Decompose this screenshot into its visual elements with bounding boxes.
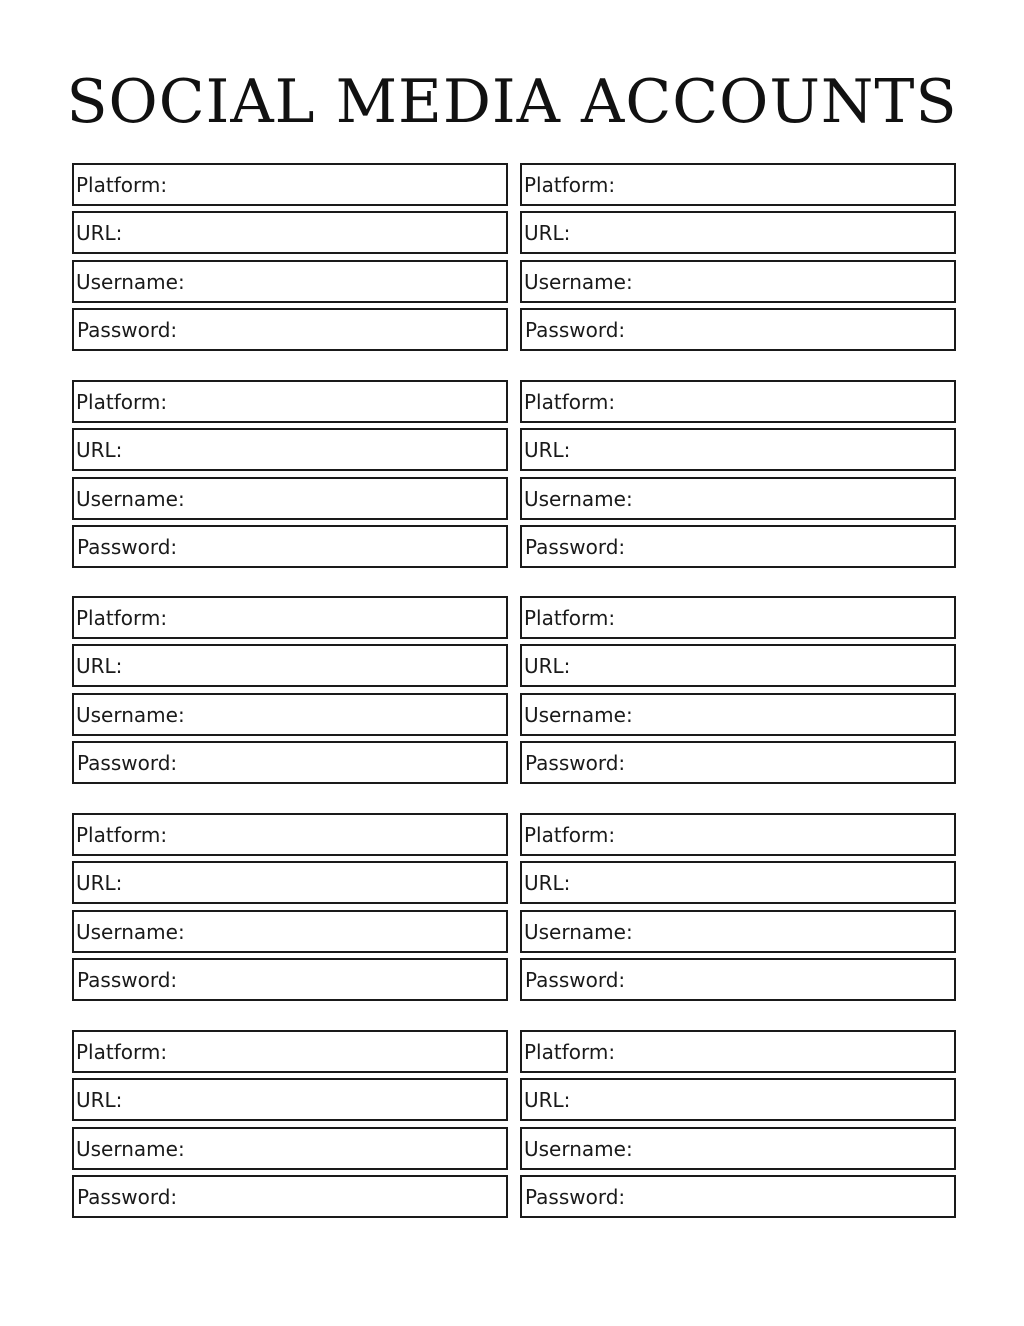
url-field[interactable] xyxy=(72,861,508,904)
username-label: Username: xyxy=(524,702,633,727)
username-label: Username: xyxy=(76,486,185,511)
platform-field[interactable] xyxy=(72,380,508,423)
url-field[interactable] xyxy=(520,211,956,254)
url-label: URL: xyxy=(524,1087,571,1112)
password-label: Password: xyxy=(525,317,626,342)
password-label: Password: xyxy=(77,317,178,342)
platform-field[interactable] xyxy=(520,1030,956,1073)
url-field[interactable] xyxy=(72,211,508,254)
account-row xyxy=(72,163,956,352)
url-field[interactable] xyxy=(72,1078,508,1121)
password-label: Password: xyxy=(77,750,178,775)
account-card xyxy=(520,163,956,352)
account-card xyxy=(520,813,956,1002)
account-row xyxy=(72,813,956,1002)
password-label: Password: xyxy=(77,967,178,992)
platform-label: Platform: xyxy=(524,605,616,630)
url-label: URL: xyxy=(524,220,571,245)
username-field[interactable] xyxy=(520,693,956,736)
account-card xyxy=(520,380,956,569)
username-field[interactable] xyxy=(520,1127,956,1170)
username-field[interactable] xyxy=(72,910,508,953)
username-field[interactable] xyxy=(520,260,956,303)
password-field[interactable] xyxy=(520,958,956,1001)
password-label: Password: xyxy=(525,750,626,775)
username-label: Username: xyxy=(76,269,185,294)
password-field[interactable] xyxy=(72,308,508,351)
platform-label: Platform: xyxy=(76,389,168,414)
url-field[interactable] xyxy=(72,428,508,471)
platform-label: Platform: xyxy=(524,389,616,414)
password-field[interactable] xyxy=(72,741,508,784)
password-field[interactable] xyxy=(72,525,508,568)
username-label: Username: xyxy=(76,702,185,727)
platform-field[interactable] xyxy=(520,596,956,639)
platform-field[interactable] xyxy=(520,163,956,206)
username-label: Username: xyxy=(524,486,633,511)
password-field[interactable] xyxy=(520,1175,956,1218)
url-field[interactable] xyxy=(520,644,956,687)
username-label: Username: xyxy=(524,919,633,944)
url-label: URL: xyxy=(524,870,571,895)
url-label: URL: xyxy=(76,220,123,245)
platform-field[interactable] xyxy=(520,813,956,856)
account-card xyxy=(520,1030,956,1219)
username-field[interactable] xyxy=(72,477,508,520)
account-card xyxy=(72,163,508,352)
username-label: Username: xyxy=(524,1136,633,1161)
password-field[interactable] xyxy=(72,1175,508,1218)
username-field[interactable] xyxy=(520,477,956,520)
platform-label: Platform: xyxy=(76,822,168,847)
password-field[interactable] xyxy=(72,958,508,1001)
password-label: Password: xyxy=(77,534,178,559)
platform-field[interactable] xyxy=(72,813,508,856)
platform-label: Platform: xyxy=(524,822,616,847)
url-field[interactable] xyxy=(520,861,956,904)
password-field[interactable] xyxy=(520,308,956,351)
account-card xyxy=(72,1030,508,1219)
page-title: SOCIAL MEDIA ACCOUNTS xyxy=(66,67,958,137)
account-row xyxy=(72,380,956,569)
username-label: Username: xyxy=(524,269,633,294)
username-field[interactable] xyxy=(72,693,508,736)
platform-field[interactable] xyxy=(520,380,956,423)
url-label: URL: xyxy=(524,653,571,678)
account-row xyxy=(72,596,956,785)
platform-label: Platform: xyxy=(76,172,168,197)
username-field[interactable] xyxy=(72,1127,508,1170)
url-label: URL: xyxy=(76,870,123,895)
url-field[interactable] xyxy=(72,644,508,687)
password-label: Password: xyxy=(525,967,626,992)
platform-label: Platform: xyxy=(524,172,616,197)
account-card xyxy=(72,813,508,1002)
url-label: URL: xyxy=(76,653,123,678)
username-field[interactable] xyxy=(520,910,956,953)
password-label: Password: xyxy=(525,534,626,559)
url-field[interactable] xyxy=(520,428,956,471)
username-label: Username: xyxy=(76,919,185,944)
password-field[interactable] xyxy=(520,525,956,568)
url-field[interactable] xyxy=(520,1078,956,1121)
password-label: Password: xyxy=(77,1184,178,1209)
account-row xyxy=(72,1030,956,1219)
username-field[interactable] xyxy=(72,260,508,303)
platform-label: Platform: xyxy=(76,605,168,630)
url-label: URL: xyxy=(76,1087,123,1112)
platform-field[interactable] xyxy=(72,1030,508,1073)
account-card xyxy=(72,596,508,785)
platform-field[interactable] xyxy=(72,596,508,639)
account-card xyxy=(72,380,508,569)
password-field[interactable] xyxy=(520,741,956,784)
account-card xyxy=(520,596,956,785)
platform-field[interactable] xyxy=(72,163,508,206)
password-label: Password: xyxy=(525,1184,626,1209)
username-label: Username: xyxy=(76,1136,185,1161)
url-label: URL: xyxy=(524,437,571,462)
platform-label: Platform: xyxy=(76,1039,168,1064)
platform-label: Platform: xyxy=(524,1039,616,1064)
url-label: URL: xyxy=(76,437,123,462)
